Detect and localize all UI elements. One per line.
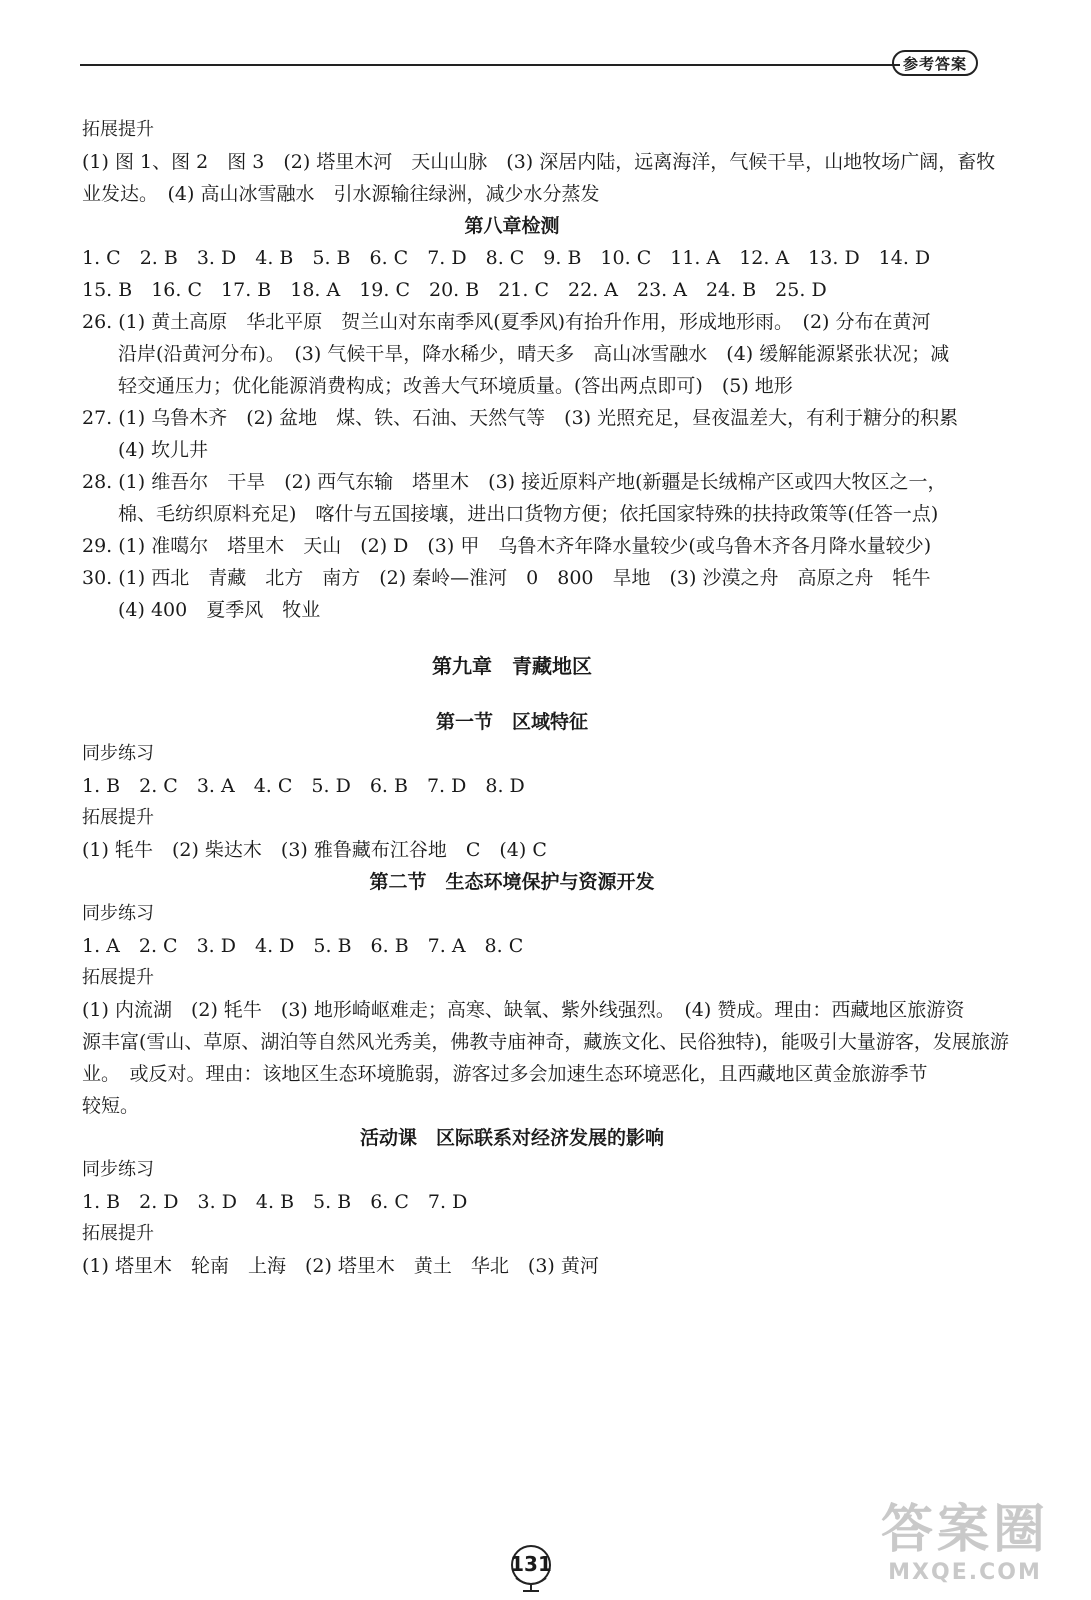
answer-q29: 29. (1) 准噶尔 塔里木 天山 (2) D (3) 甲 乌鲁木齐年降水量较少(或乌鲁木齐各月降水量较少) xyxy=(82,535,932,557)
answer-q28-cont: 棉、毛纺织原料充足) 喀什与五国接壤，进出口货物方便；依托国家特殊的扶持政策等(任答一点) xyxy=(118,503,939,525)
answer-q30-cont: (4) 400 夏季风 牧业 xyxy=(118,599,321,621)
mc-answers: 1. B 2. D 3. D 4. B 5. B 6. C 7. D xyxy=(82,1191,468,1213)
label-extend: 拓展提升 xyxy=(82,1223,154,1244)
page-content xyxy=(82,114,1009,1282)
label-extend: 拓展提升 xyxy=(82,807,154,828)
answer-q28: 28. (1) 维吾尔 干旱 (2) 西气东输 塔里木 (3) 接近原料产地(新疆是长绒棉产区或四大牧区之一， xyxy=(82,471,947,493)
section-heading-activity: 活动课 区际联系对经济发展的影响 xyxy=(359,1127,664,1149)
answer-line: 业发达。 (4) 高山冰雪融水 引水源输往绿洲，减少水分蒸发 xyxy=(82,183,600,205)
answer-line: 源丰富(雪山、草原、湖泊等自然风光秀美，佛教寺庙神奇，藏族文化、民俗独特)，能吸引大量游客，发展旅游 xyxy=(82,1031,1009,1053)
label-sync-practice: 同步练习 xyxy=(82,743,154,764)
mc-answers: 1. A 2. C 3. D 4. D 5. B 6. B 7. A 8. C xyxy=(82,935,524,957)
answer-line: (1) 图 1、图 2 图 3 (2) 塔里木河 天山山脉 (3) 深居内陆，远离海洋，气候干旱，山地牧场广阔，畜牧 xyxy=(82,151,996,173)
label-sync-practice: 同步练习 xyxy=(82,903,154,924)
answer-line: (1) 塔里木 轮南 上海 (2) 塔里木 黄土 华北 (3) 黄河 xyxy=(82,1255,599,1277)
page-number-text: 131 xyxy=(510,1552,552,1576)
mc-answers: 1. B 2. C 3. A 4. C 5. D 6. B 7. D 8. D xyxy=(82,775,525,797)
answer-q30: 30. (1) 西北 青藏 北方 南方 (2) 秦岭—淮河 0 800 旱地 (3) 沙漠之舟 高原之舟 牦牛 xyxy=(82,567,931,589)
answer-q26-cont: 沿岸(沿黄河分布)。 (3) 气候干旱，降水稀少，晴天多 高山冰雪融水 (4) 缓解能源紧张状况；减 xyxy=(118,343,950,365)
section-heading-2: 第二节 生态环境保护与资源开发 xyxy=(369,871,655,893)
section-heading-1: 第一节 区域特征 xyxy=(435,711,588,733)
answer-q26: 26. (1) 黄土高原 华北平原 贺兰山对东南季风(夏季风)有抬升作用，形成地形雨。 (2) 分布在黄河 xyxy=(82,311,931,333)
answer-line: 较短。 xyxy=(82,1095,140,1117)
mc-answers: 15. B 16. C 17. B 18. A 19. C 20. B 21. C 22. A 23. A 24. B 25. D xyxy=(82,279,827,301)
answer-line: (1) 牦牛 (2) 柴达木 (3) 雅鲁藏布江谷地 C (4) C xyxy=(82,839,547,861)
header-badge: 参考答案 xyxy=(892,50,978,76)
label-extend: 拓展提升 xyxy=(82,967,154,988)
header-rule xyxy=(80,64,900,66)
answer-line: 业。 或反对。理由：该地区生态环境脆弱，游客过多会加速生态环境恶化，且西藏地区黄金旅游季节 xyxy=(82,1063,928,1085)
watermark xyxy=(860,1500,1070,1595)
page-number xyxy=(508,1544,554,1590)
section-label-extend: 拓展提升 xyxy=(82,119,154,140)
watermark-url: MXQE.COM xyxy=(888,1560,1042,1585)
watermark-logo: 答案圈 xyxy=(880,1500,1049,1560)
mc-answers: 1. C 2. B 3. D 4. B 5. B 6. C 7. D 8. C 9. B 10. C 11. A 12. A 13. D 14. D xyxy=(82,247,931,269)
chapter-title: 第九章 青藏地区 xyxy=(432,654,592,678)
answer-q27: 27. (1) 乌鲁木齐 (2) 盆地 煤、铁、石油、天然气等 (3) 光照充足，昼夜温差大，有利于糖分的积累 xyxy=(82,407,959,429)
label-sync-practice: 同步练习 xyxy=(82,1159,154,1180)
section-heading-ch8-test: 第八章检测 xyxy=(464,215,560,237)
answer-line: (1) 内流湖 (2) 牦牛 (3) 地形崎岖难走；高寒、缺氧、紫外线强烈。 (4) 赞成。理由：西藏地区旅游资 xyxy=(82,999,965,1021)
answer-q27-cont: (4) 坎儿井 xyxy=(118,439,208,461)
answer-q26-cont: 轻交通压力；优化能源消费构成；改善大气环境质量。(答出两点即可) (5) 地形 xyxy=(118,375,793,397)
